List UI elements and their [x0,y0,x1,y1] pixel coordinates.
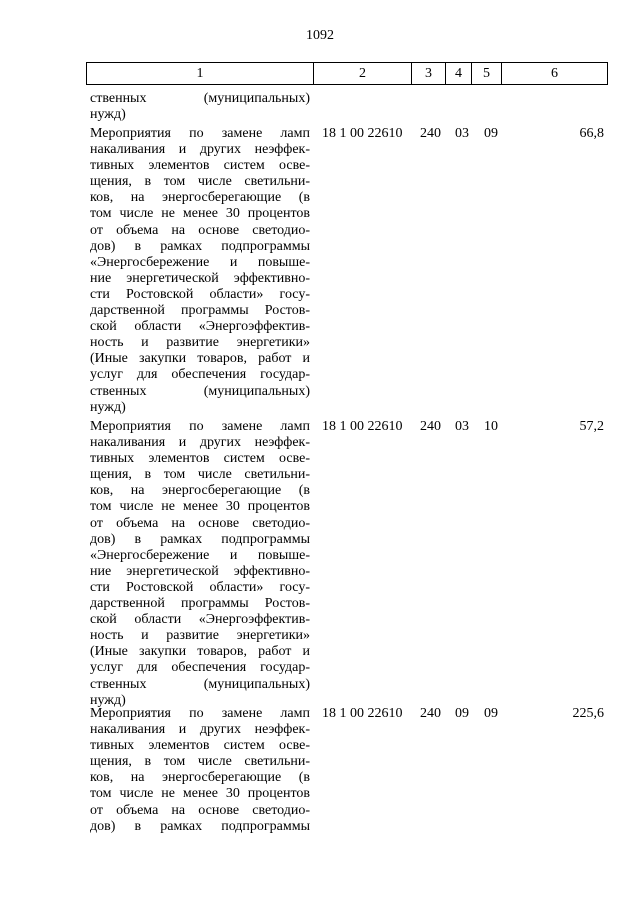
description-line: ской области «Энергоэффектив- [90,319,310,335]
description-line: (Иные закупки товаров, работ и [90,644,310,660]
description-line: (Иные закупки товаров, работ и [90,351,310,367]
target-code: 18 1 00 22610 [322,419,403,434]
description-line: ков, на энергосберегающие (в [90,483,310,499]
description-line: дов) в рамках подпрограммы [90,531,310,547]
description-line: ние энергетической эффективно- [90,270,310,286]
amount: 66,8 [579,126,604,141]
description-line: тивных элементов систем осве- [90,738,310,754]
description-line: от объема на основе светодио- [90,222,310,238]
description-line: дов) в рамках подпрограммы [90,238,310,254]
continuation-line: нужд) [90,107,126,123]
table-row-description [90,126,310,416]
description-line: ков, на энергосберегающие (в [90,190,310,206]
subsection-code: 09 [484,706,498,721]
description-line: сти Ростовской области» госу- [90,579,310,595]
description-line: Мероприятия по замене ламп [90,126,310,141]
description-line: щения, в том числе светильни- [90,467,310,483]
description-line: том числе не менее 30 процентов [90,206,310,222]
table-row-description [90,419,310,709]
expense-type: 240 [420,419,441,434]
description-line: дарственной программы Ростов- [90,303,310,319]
description-line: услуг для обеспечения государ- [90,660,310,676]
description-line: накаливания и других неэффек- [90,142,310,158]
subsection-code: 10 [484,419,498,434]
section-code: 03 [455,126,469,141]
description-line: ской области «Энергоэффектив- [90,612,310,628]
description-line: дов) в рамках подпрограммы [90,818,310,834]
column-header-5: 5 [472,63,502,84]
page-number: 1092 [306,28,334,43]
description-line: от объема на основе светодио- [90,515,310,531]
description-line: «Энергосбережение и повыше- [90,547,310,563]
description-line: ние энергетической эффективно- [90,563,310,579]
table-row-description [90,706,310,835]
description-line: том числе не менее 30 процентов [90,786,310,802]
description-line: ственных (муниципальных) [90,676,310,692]
continuation-line: ственных (муниципальных) [90,91,310,106]
amount: 57,2 [579,419,604,434]
description-line: сти Ростовской области» госу- [90,286,310,302]
description-line: Мероприятия по замене ламп [90,419,310,434]
description-line: накаливания и других неэффек- [90,435,310,451]
description-line: тивных элементов систем осве- [90,158,310,174]
description-line: ственных (муниципальных) [90,383,310,399]
column-header-4: 4 [446,63,472,84]
subsection-code: 09 [484,126,498,141]
description-line: тивных элементов систем осве- [90,451,310,467]
continuation-text [90,91,310,123]
description-line: услуг для обеспечения государ- [90,367,310,383]
description-line: накаливания и других неэффек- [90,722,310,738]
description-line: «Энергосбережение и повыше- [90,254,310,270]
description-line: ность и развитие энергетики» [90,628,310,644]
description-line: ков, на энергосберегающие (в [90,770,310,786]
description-line: от объема на основе светодио- [90,802,310,818]
target-code: 18 1 00 22610 [322,126,403,141]
section-code: 03 [455,419,469,434]
section-code: 09 [455,706,469,721]
description-line: том числе не менее 30 процентов [90,499,310,515]
description-line: щения, в том числе светильни- [90,174,310,190]
table-header-row [86,62,608,85]
expense-type: 240 [420,706,441,721]
target-code: 18 1 00 22610 [322,706,403,721]
column-header-2: 2 [314,63,412,84]
column-header-1: 1 [86,63,314,84]
description-line: Мероприятия по замене ламп [90,706,310,721]
column-header-3: 3 [412,63,446,84]
description-line: ность и развитие энергетики» [90,335,310,351]
amount: 225,6 [572,706,604,721]
description-line: нужд) [90,399,126,415]
description-line: щения, в том числе светильни- [90,754,310,770]
description-line: нужд) [90,692,126,708]
description-line: дарственной программы Ростов- [90,596,310,612]
column-header-6: 6 [502,63,608,84]
expense-type: 240 [420,126,441,141]
